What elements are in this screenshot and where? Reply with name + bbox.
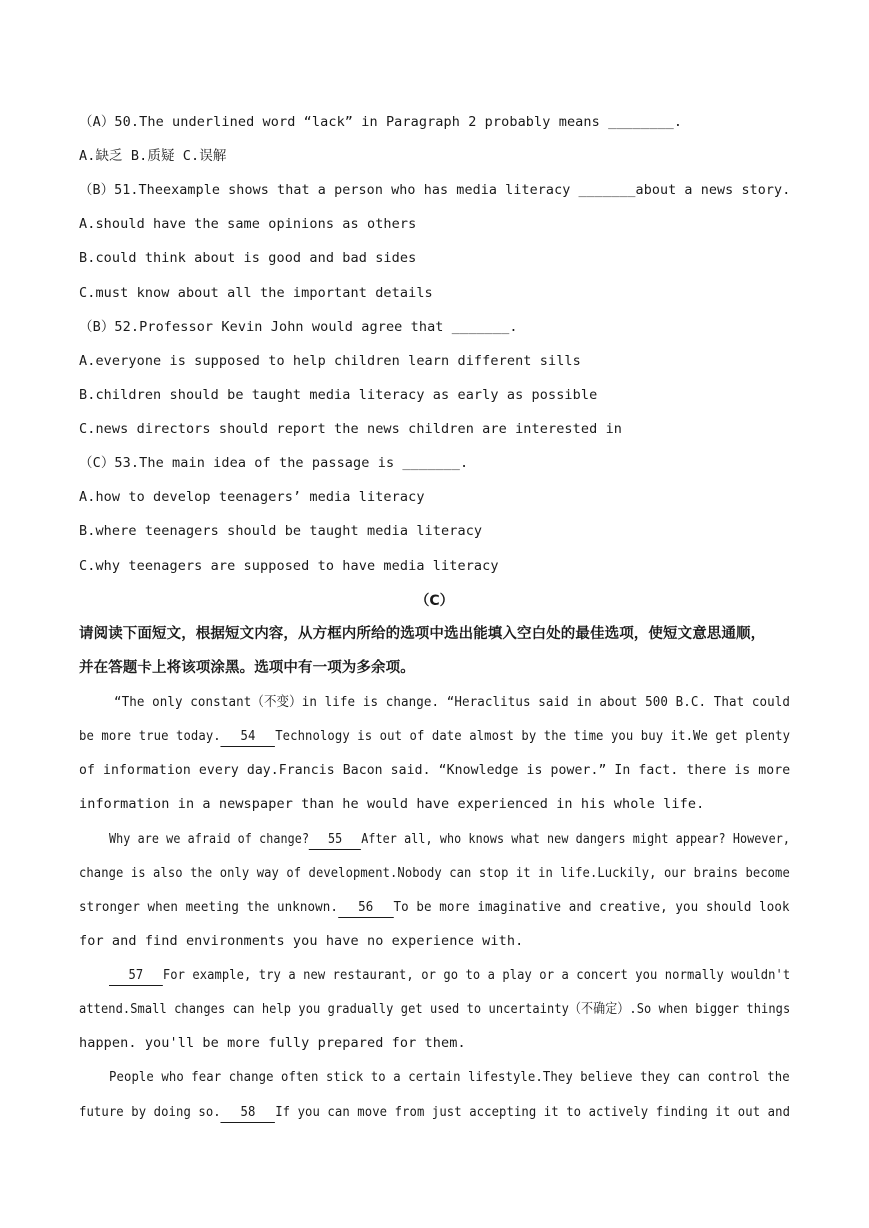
passage-p2-line-1 xyxy=(109,829,790,850)
passage-p1-line-3: of information every day.Francis Bacon said. “Knowledge is power.” In fact. there is more xyxy=(79,762,791,778)
question-51-option-a: A.should have the same opinions as others xyxy=(79,216,417,232)
passage-p4-line-2 xyxy=(79,1102,790,1123)
section-c-instruction-line-2: 并在答题卡上将该项涂黑。选项中有一项为多余项。 xyxy=(79,660,415,676)
blank-57: 57 xyxy=(109,965,163,986)
question-51-stem: （B）51.Theexample shows that a person who has media literacy _______about a news story. xyxy=(79,182,791,198)
question-50-options: A.缺乏 B.质疑 C.误解 xyxy=(79,148,227,164)
question-50-stem: （A）50.The underlined word “lack” in Paragraph 2 probably means ________. xyxy=(79,114,683,130)
passage-p2-line-3 xyxy=(79,897,790,918)
passage-text: To be more imaginative and creative, you should look xyxy=(393,899,790,915)
passage-p3-line-2: attend.Small changes can help you gradually get used to uncertainty（不确定）.So when bigger things xyxy=(79,1001,791,1017)
section-c-instruction-line-1: 请阅读下面短文，根据短文内容，从方框内所给的选项中选出能填入空白处的最佳选项，使短文意思通顺， xyxy=(79,626,766,642)
passage-text: For example, try a new restaurant, or go to a play or a concert you normally wouldn't xyxy=(162,967,791,983)
passage-p1-line-4: information in a newspaper than he would have experienced in his whole life. xyxy=(79,796,705,812)
passage-p1-line-1: “The only constant（不变）in life is change. “Heraclitus said in about 500 B.C. That could xyxy=(114,694,791,710)
passage-p3-line-3: happen. you'll be more fully prepared for them. xyxy=(79,1035,466,1051)
question-52-option-a: A.everyone is supposed to help children learn different sills xyxy=(79,353,581,369)
passage-text: stronger when meeting the unknown. xyxy=(79,899,338,915)
blank-58: 58 xyxy=(221,1102,275,1123)
question-53-option-a: A.how to develop teenagers’ media literacy xyxy=(79,489,425,505)
question-53-option-b: B.where teenagers should be taught media literacy xyxy=(79,523,483,539)
passage-text: Technology is out of date almost by the time you buy it.We get plenty xyxy=(275,728,791,744)
blank-54: 54 xyxy=(221,726,275,747)
question-51-option-b: B.could think about is good and bad sides xyxy=(79,250,417,266)
blank-55: 55 xyxy=(309,829,361,850)
passage-p3-line-1 xyxy=(109,965,790,986)
question-52-stem: （B）52.Professor Kevin John would agree that _______. xyxy=(79,319,518,335)
blank-56: 56 xyxy=(338,897,394,918)
question-53-option-c: C.why teenagers are supposed to have media literacy xyxy=(79,558,499,574)
section-c-heading: （C） xyxy=(415,593,454,609)
question-52-option-b: B.children should be taught media literacy as early as possible xyxy=(79,387,598,403)
passage-p2-line-2: change is also the only way of development.Nobody can stop it in life.Luckily, our brains become xyxy=(79,865,790,881)
passage-text: be more true today. xyxy=(79,728,221,744)
passage-p4-line-1: People who fear change often stick to a certain lifestyle.They believe they can control the xyxy=(109,1069,790,1085)
passage-text: Why are we afraid of change? xyxy=(109,831,310,847)
question-51-option-c: C.must know about all the important details xyxy=(79,285,433,301)
passage-text: future by doing so. xyxy=(79,1104,221,1120)
passage-p2-line-4: for and find environments you have no experience with. xyxy=(79,933,524,949)
question-52-option-c: C.news directors should report the news children are interested in xyxy=(79,421,623,437)
passage-text: If you can move from just accepting it to actively finding it out and xyxy=(275,1104,791,1120)
question-53-stem: （C）53.The main idea of the passage is _______. xyxy=(79,455,469,471)
passage-text: After all, who knows what new dangers might appear? However, xyxy=(361,831,791,847)
passage-p1-line-2 xyxy=(79,726,790,747)
